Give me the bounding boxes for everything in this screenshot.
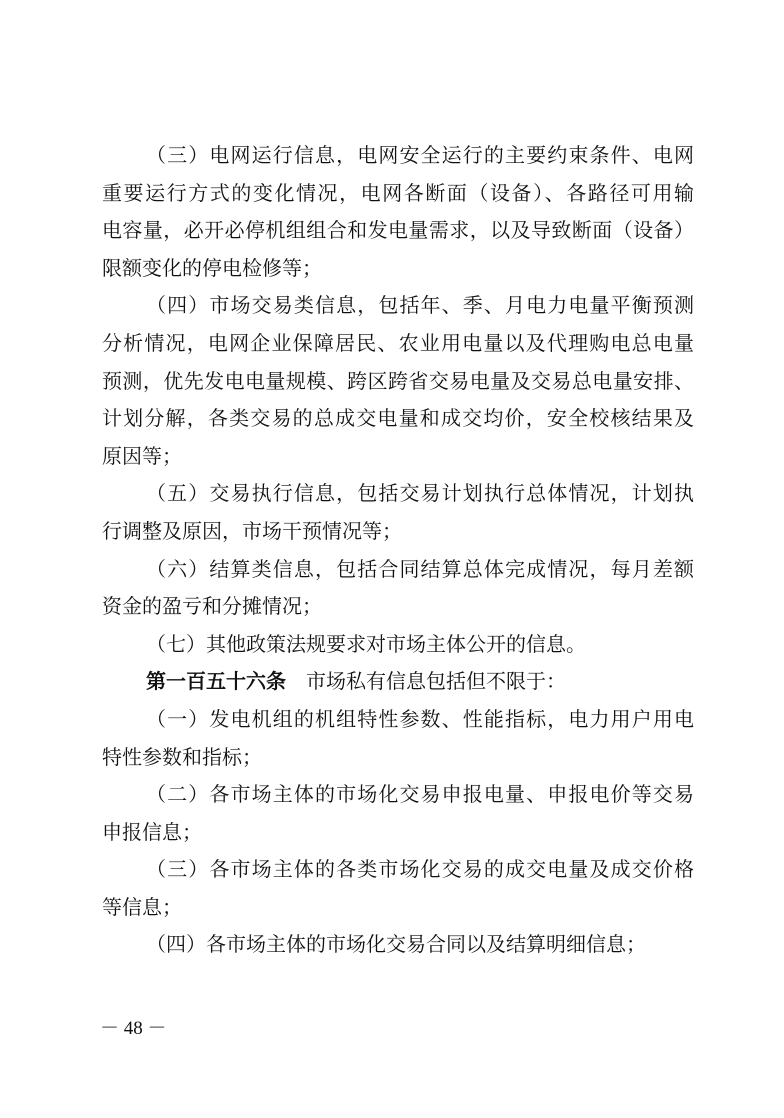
page-number: － 48 － xyxy=(100,1018,167,1039)
paragraph xyxy=(102,551,694,626)
text-line: （一）发电机组的机组特性参数、性能指标，电力用户用电 xyxy=(146,706,694,731)
list-item xyxy=(102,926,694,964)
text-line: 分析情况，电网企业保障居民、农业用电量以及代理购电总电量 xyxy=(102,330,694,355)
text-line: （三）电网运行信息，电网安全运行的主要约束条件、电网 xyxy=(146,143,694,167)
text-line: 特性参数和指标； xyxy=(102,744,262,769)
text-line: 等信息； xyxy=(102,894,182,919)
article-heading: 第一百五十六条 xyxy=(146,669,286,694)
text-line: （二）各市场主体的市场化交易申报电量、申报电价等交易 xyxy=(146,782,694,807)
text-line: 计划分解，各类交易的总成交电量和成交均价，安全校核结果及 xyxy=(102,406,694,431)
document-body xyxy=(102,137,694,964)
text-line: （七）其他政策法规要求对市场主体公开的信息。 xyxy=(146,631,586,656)
paragraph xyxy=(102,137,694,287)
text-line: 预测，优先发电电量规模、跨区跨省交易电量及交易总电量安排、 xyxy=(102,368,694,393)
article-156-line xyxy=(102,663,694,701)
text-line: （五）交易执行信息，包括交易计划执行总体情况，计划执 xyxy=(146,481,694,506)
text-line: （六）结算类信息，包括合同结算总体完成情况，每月差额 xyxy=(146,556,694,581)
text-line: 原因等； xyxy=(102,443,182,468)
list-item xyxy=(102,776,694,851)
list-item xyxy=(102,851,694,926)
text-line: 行调整及原因，市场干预情况等； xyxy=(102,518,402,543)
text-line: 限额变化的停电检修等； xyxy=(102,255,322,280)
paragraph xyxy=(102,626,694,664)
text-line: 重要运行方式的变化情况，电网各断面（设备）、各路径可用输 xyxy=(102,180,694,205)
article-text: 市场私有信息包括但不限于： xyxy=(306,669,566,694)
text-line: 资金的盈亏和分摊情况； xyxy=(102,594,322,619)
text-line: 电容量，必开必停机组组合和发电量需求，以及导致断面（设备） xyxy=(102,218,694,243)
text-line: 申报信息； xyxy=(102,819,202,844)
paragraph xyxy=(102,475,694,550)
text-line: （四）市场交易类信息，包括年、季、月电力电量平衡预测 xyxy=(146,293,694,318)
text-line: （四）各市场主体的市场化交易合同以及结算明细信息； xyxy=(146,932,646,957)
list-item xyxy=(102,701,694,776)
text-line: （三）各市场主体的各类市场化交易的成交电量及成交价格 xyxy=(146,857,694,882)
paragraph xyxy=(102,287,694,475)
